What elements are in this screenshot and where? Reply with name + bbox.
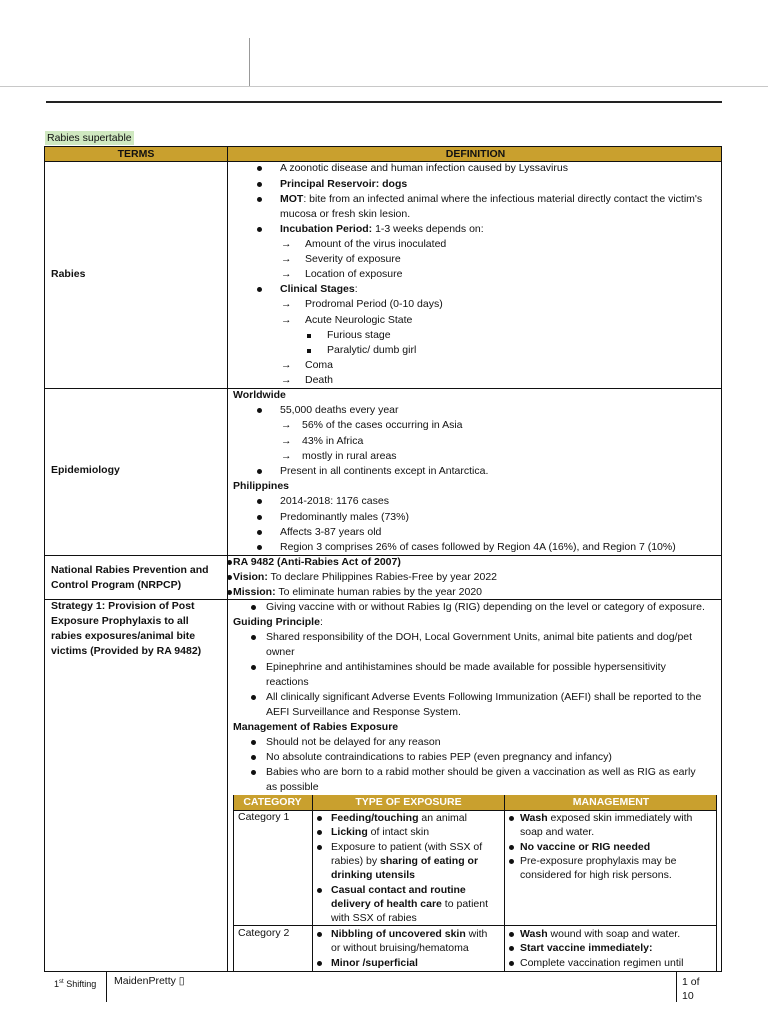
category-header: CATEGORY: [233, 795, 312, 810]
rabies-line: → Coma: [281, 359, 334, 371]
rabies-line: MOT: bite from an infected animal where the infectious material directly contact the victim's: [233, 192, 717, 207]
nrpcp-line: Mission: To eliminate human rabies by the year 2020: [233, 585, 717, 600]
category-2-label: Category 2: [238, 927, 290, 939]
rabies-line: → Prodromal Period (0-10 days): [281, 298, 443, 310]
strategy-line: No absolute contraindications to rabies PEP (even pregnancy and infancy): [233, 750, 717, 765]
footer-author: MaidenPretty ▯: [114, 975, 185, 987]
strategy-line: Giving vaccine with or without Rabies Ig (RIG) depending on the level or category of exposure.: [233, 600, 717, 615]
term-nrpcp: National Rabies Prevention and Control Program (NRPCP): [51, 564, 209, 591]
footer-divider: [676, 972, 677, 1002]
strategy-line: Babies who are born to a rabid mother should be given a vaccination as well as RIG as early: [233, 765, 717, 780]
rabies-line: A zoonotic disease and human infection caused by Lyssavirus: [233, 161, 717, 176]
sub-border-left: [233, 795, 234, 972]
term-strategy: Strategy 1: Provision of Post Exposure Prophylaxis to all rabies exposures/animal bite victims (Provided by RA 9482): [51, 600, 202, 657]
rabies-line: → Location of exposure: [281, 268, 403, 280]
exposure-category-table: CATEGORY TYPE OF EXPOSURE MANAGEMENT Category 1 Feeding/touching an animal Licking of intact skin Exposure to patient (with SSX of rabies) by sharing of eating or drinking utensils Casual contact and routine delivery of health care to patient with SSX of rabies Wash exposed skin immediately with soap and water. No vaccine or RIG needed Pre-exposure prophylaxis may be considered for high risk persons. Category 2 Nibbling of uncovered skin with or without bruising/hematoma Minor /superficial Wash wound with soap and water. Start vaccine immediately: Complete vaccination regimen until: [233, 795, 717, 972]
epi-line: Region 3 comprises 26% of cases followed by Region 4A (16%), and Region 7 (10%): [233, 540, 717, 555]
strategy-line: Should not be delayed for any reason: [233, 735, 717, 750]
strategy-line: Shared responsibility of the DOH, Local Government Units, animal bite patients and dog/pet: [233, 630, 717, 645]
footer-shifting: 1st Shifting: [54, 979, 97, 989]
terms-header: TERMS: [45, 147, 228, 161]
definition-header: DEFINITION: [228, 147, 722, 161]
epi-line: 2014-2018: 1176 cases: [233, 494, 717, 509]
nrpcp-line: RA 9482 (Anti-Rabies Act of 2007): [233, 555, 717, 570]
document-rule: [46, 101, 722, 103]
rabies-line: → Death: [281, 374, 334, 386]
rabies-line: → Acute Neurologic State: [281, 314, 413, 326]
rabies-line: → Severity of exposure: [281, 253, 401, 265]
strategy-line: All clinically significant Adverse Events Following Immunization (AEFI) shall be reported to the: [233, 690, 717, 705]
epi-line: 55,000 deaths every year: [233, 403, 717, 418]
epi-line: Present in all continents except in Antarctica.: [233, 464, 717, 479]
rabies-line: Furious stage: [233, 328, 717, 343]
epi-line: Affects 3-87 years old: [233, 525, 717, 540]
footer-divider: [106, 972, 107, 1002]
strategy-line: Epinephrine and antihistamines should be made available for possible hypersensitivity: [233, 660, 717, 675]
header-bottom-border: [0, 86, 768, 87]
type-header: TYPE OF EXPOSURE: [313, 795, 504, 810]
category-1-label: Category 1: [238, 811, 290, 823]
management-header: MANAGEMENT: [505, 795, 717, 810]
rabies-line: → Amount of the virus inoculated: [281, 238, 447, 250]
rabies-line: mucosa or fresh skin lesion.: [280, 208, 411, 220]
term-rabies: Rabies: [51, 268, 86, 280]
epi-line: Predominantly males (73%): [233, 510, 717, 525]
epi-line: Worldwide: [233, 389, 286, 401]
epi-line: → 43% in Africa: [281, 435, 364, 447]
rabies-line: Paralytic/ dumb girl: [233, 343, 717, 358]
sub-border-right: [716, 795, 717, 972]
sub-column-divider: [504, 795, 505, 972]
strategy-line: as possible: [266, 781, 319, 793]
strategy-line: owner: [266, 646, 295, 658]
strategy-line: reactions: [266, 676, 309, 688]
rabies-line: Principal Reservoir: dogs: [233, 177, 717, 192]
strategy-line: Guiding Principle:: [233, 616, 323, 628]
page-number: 1 of 10: [682, 976, 700, 1002]
supertable-label: Rabies supertable: [47, 132, 132, 144]
term-epidemiology: Epidemiology: [51, 464, 120, 476]
epi-line: → mostly in rural areas: [281, 450, 397, 462]
strategy-line: Management of Rabies Exposure: [233, 721, 399, 733]
rabies-supertable: [44, 146, 722, 972]
strategy-line: AEFI Surveillance and Response System.: [266, 706, 461, 718]
epi-line: → 56% of the cases occurring in Asia: [281, 419, 463, 431]
rabies-line: Incubation Period: 1-3 weeks depends on:: [233, 222, 717, 237]
sub-row-divider: [233, 925, 717, 926]
nrpcp-line: Vision: To declare Philippines Rabies-Free by year 2022: [233, 570, 717, 585]
epi-line: Philippines: [233, 480, 290, 492]
header-divider: [249, 38, 250, 86]
sub-column-divider: [312, 795, 313, 972]
rabies-line: Clinical Stages:: [233, 282, 717, 297]
